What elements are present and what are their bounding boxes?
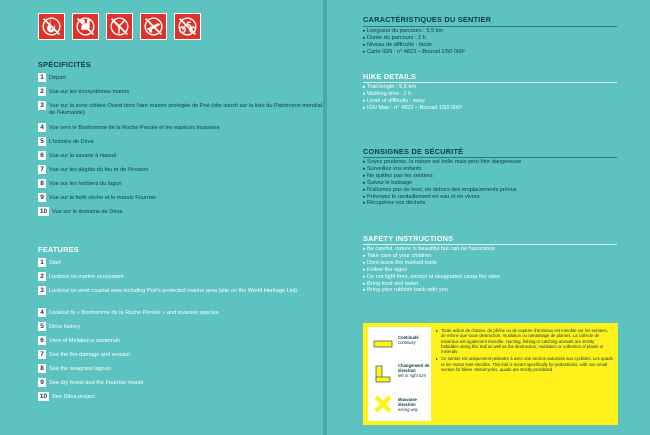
step-number-badge: 6	[38, 336, 46, 345]
safety-title: SAFETY INSTRUCTIONS	[363, 234, 454, 243]
step-number-badge: 8	[38, 179, 46, 188]
step-description: Vue sur la zone côtière Ouest dont l'aire marine protégée de Poé (site inscrit sur la liste du Patrimoine mondial de l'Humanité)	[49, 102, 322, 116]
bullet-item: ▸ Walking time : 2 h	[363, 91, 462, 98]
list-item	[38, 365, 323, 373]
step-description: See dry forest and the Fournier marsh	[49, 379, 144, 386]
bullet-item: ▸ Bring your rubbish back with you	[363, 287, 500, 294]
step-number-badge: 6	[38, 151, 46, 160]
step-description: Vue sur les herbiers du lagon	[49, 180, 122, 187]
bullet-item: ▸ Prévoyez le ravitaillement en eau et en vivres	[363, 194, 521, 201]
bullet-item: ▸ Do not light fires, except at designated camp fire sites	[363, 274, 500, 281]
no-fire-icon	[38, 13, 65, 40]
step-number-badge: 7	[38, 350, 46, 359]
bullet-item: ▸ Carte IGN : n° 4823 – Bourail 1/50 000ᵉ	[363, 49, 465, 56]
step-description: See the fire damage and erosion	[49, 351, 131, 358]
continuity-label: Continuité continuity	[398, 335, 419, 345]
turn-label: Changement de direction left or right turn	[398, 363, 430, 378]
bullet-item: ▸ Bring food and water	[363, 281, 500, 288]
bullet-item: ▸ Récupérez vos déchets	[363, 200, 521, 207]
list-item	[38, 124, 323, 132]
no-hunting-icon	[140, 13, 167, 40]
step-number-badge: 7	[38, 165, 46, 174]
bullet-item: ▸ N'allumez pas de feux, en dehors des emplacements prévus	[363, 187, 521, 194]
bullet-item: ▸ IGN Map : n° 4823 – Bourail 1/50 000ᵉ	[363, 105, 462, 112]
step-description: Vue sur les écosystèmes marins	[49, 88, 130, 95]
bullet-item: ▸ Dont leave the marked trails	[363, 260, 500, 267]
list-item	[38, 287, 323, 295]
bullet-item: ▸ Trail length : 5,5 km	[363, 84, 462, 91]
list-item	[38, 74, 323, 82]
bullet-item: ▸ Longueur du parcours : 5,5 km	[363, 28, 465, 35]
bullet-item: ▸ Suivez le balisage	[363, 180, 521, 187]
step-number-badge: 3	[38, 101, 46, 110]
hike-details-list	[363, 84, 462, 112]
specificites-title: SPÉCIFICITÉS	[38, 60, 91, 69]
step-number-badge: 5	[38, 322, 46, 331]
step-description: Déva history	[49, 323, 81, 330]
continuity-mark-icon	[372, 333, 394, 355]
step-number-badge: 9	[38, 378, 46, 387]
turn-mark-icon	[372, 363, 394, 385]
prohibition-icons	[38, 13, 201, 40]
safety-list	[363, 246, 500, 294]
list-item	[38, 273, 323, 281]
step-number-badge: 3	[38, 286, 46, 295]
hunting-rule-text: ▸ Toute action de chasse, de pêche ou de capture d'animaux est interdite sur les sentiers, de même que toute destruction, mutilation ou ramassage de plantes. La collecte de minéraux est également interdite. Hunting, fishing or catching animals are strictly forbidden along this trail as well as the destruction, mutilation or collection of plants or minerals.	[436, 328, 613, 354]
bullet-item: ▸ Take care of your children	[363, 253, 500, 260]
list-item	[38, 88, 323, 96]
no-tree-cutting-icon	[106, 13, 133, 40]
step-description: See Déva project	[52, 393, 95, 400]
consignes-rule	[363, 157, 617, 158]
list-item	[38, 180, 323, 188]
step-description: View of Melaleuca savannah	[49, 337, 121, 344]
trail-use-rule-text: ▸ Ce sentier est uniquement pédestre à avec une section autorisée aux cyclistes. Les quads et les motos sont interdits. This trail is meant specifically for pedestrians, with one small section for bikes. Motorcycles, quads are strictly prohibited.	[436, 356, 613, 372]
step-description: See the seagrass lagoon	[49, 365, 111, 372]
step-description: Start	[49, 259, 61, 266]
wrong-way-mark-icon	[372, 393, 394, 415]
step-number-badge: 5	[38, 137, 46, 146]
step-description: Vue vers le Bonhomme de la Roche Percée et les espèces invasives	[49, 124, 220, 131]
list-item	[38, 152, 323, 160]
wrong-way-label: Mauvaise direction wrong way	[398, 397, 419, 412]
hike-details-title: HIKE DETAILS	[363, 72, 417, 81]
list-item	[38, 208, 323, 216]
step-number-badge: 10	[39, 393, 48, 400]
caracteristiques-list	[363, 28, 465, 56]
bullet-item: ▸ Niveau de difficulté : facile	[363, 42, 465, 49]
step-number-badge: 1	[38, 258, 46, 267]
step-number-badge: 2	[38, 87, 46, 96]
trail-markings-legend	[363, 323, 618, 425]
list-item	[38, 138, 323, 146]
list-item	[38, 259, 323, 267]
step-description: L'histoire de Déva	[49, 138, 94, 145]
list-item	[38, 166, 323, 174]
consignes-title: CONSIGNES DE SÉCURITÉ	[363, 147, 464, 156]
step-description: Lookout on marine ecosystem	[49, 273, 124, 280]
step-description: Départ	[49, 74, 66, 81]
bullet-item: ▸ Soyez prudents, la nature est belle mais peut être dangereuse	[363, 159, 521, 166]
no-picking-icon	[72, 13, 99, 40]
bullet-item: ▸ Be careful, nature is beautiful but can be hazardous	[363, 246, 500, 253]
bullet-item: ▸ Durée du parcours : 2 h	[363, 35, 465, 42]
step-description: Vue sur les dégâts du feu et de l'érosion	[49, 166, 149, 173]
left-page	[0, 0, 323, 435]
safety-rule	[363, 244, 617, 245]
step-number-badge: 8	[38, 364, 46, 373]
step-description: Lookout to « Bonhomme de la Roche Percée » and invasive species	[49, 309, 219, 316]
list-item	[38, 323, 323, 331]
step-description: Lookout on west coastal area including Poé's protected marine area (site on the World Heritage List)	[49, 287, 298, 294]
list-item	[38, 351, 323, 359]
step-description: Vue sur la savane à niaouli	[49, 152, 116, 159]
caracteristiques-rule	[363, 26, 617, 27]
step-number-badge: 4	[38, 308, 46, 317]
hike-details-rule	[363, 82, 617, 83]
step-description: Vue sur la forêt sèche et le marais Fournier	[49, 194, 157, 201]
list-item	[38, 102, 323, 117]
list-item	[38, 194, 323, 202]
consignes-list	[363, 159, 521, 207]
no-motorbike-icon	[174, 13, 201, 40]
step-number-badge: 4	[38, 123, 46, 132]
list-item	[38, 379, 323, 387]
list-item	[38, 393, 323, 401]
markings-box	[368, 327, 431, 421]
bullet-item: ▸ Follow the signs	[363, 267, 500, 274]
legend-rules-text	[436, 328, 613, 374]
list-item	[38, 337, 323, 345]
bullet-item: ▸ Ne quittez pas les sentiers	[363, 173, 521, 180]
step-number-badge: 2	[38, 272, 46, 281]
caracteristiques-title: CARACTÉRISTIQUES DU SENTIER	[363, 15, 492, 24]
list-item	[38, 309, 323, 317]
bullet-item: ▸ Surveillez vos enfants	[363, 166, 521, 173]
features-title: FEATURES	[38, 245, 79, 254]
step-number-badge: 1	[38, 73, 46, 82]
step-description: Vue sur le domaine de Déva	[52, 208, 123, 215]
step-number-badge: 9	[38, 193, 46, 202]
step-number-badge: 10	[39, 208, 48, 215]
bullet-item: ▸ Level of difficulty : easy	[363, 98, 462, 105]
